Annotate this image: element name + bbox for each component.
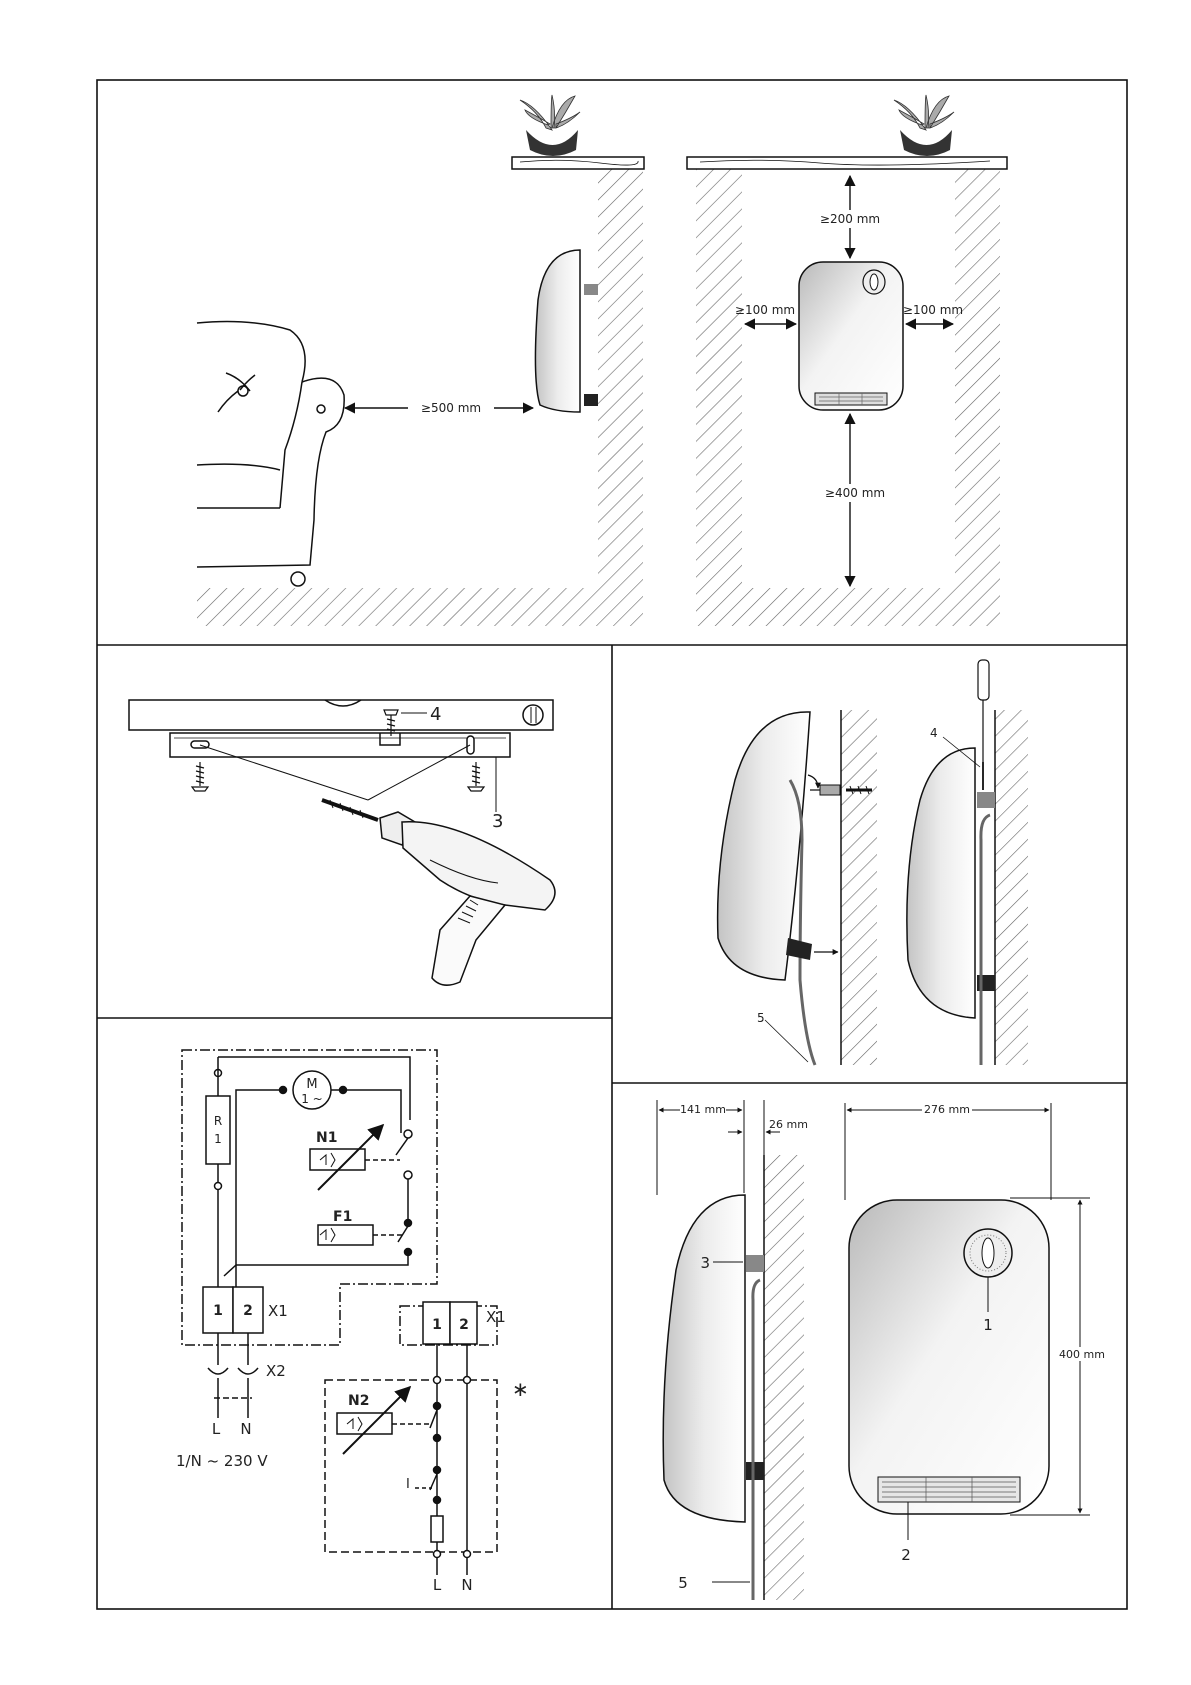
- heater-side-view: [535, 250, 598, 412]
- ext-terminal-2-label: 2: [459, 1317, 469, 1333]
- resistor-r1: [206, 1096, 230, 1164]
- resistor-number: 1: [214, 1132, 222, 1146]
- bracket-label: 3: [700, 1254, 710, 1272]
- wall-hatch: [764, 1155, 804, 1600]
- bottom-clearance-label: ≥400 mm: [824, 486, 886, 500]
- neutral-label: N: [240, 1420, 252, 1438]
- shelf: [687, 157, 1007, 169]
- motor-phase-label: 1 ~: [301, 1092, 323, 1106]
- terminal-2-label: 2: [243, 1303, 253, 1319]
- switch-label: I: [406, 1477, 410, 1492]
- wall-plug-icon: [192, 762, 484, 791]
- panel-wiring: [182, 1050, 497, 1575]
- floor-hatch: [696, 588, 1000, 626]
- x1-label: X1: [268, 1302, 288, 1320]
- cable-label: 5: [757, 1011, 765, 1025]
- ext-terminal-1-label: 1: [432, 1317, 442, 1333]
- panel-side-clearance: [197, 95, 644, 626]
- terminal-1-label: 1: [213, 1303, 223, 1319]
- shelf: [512, 157, 644, 169]
- width-label: 276 mm: [924, 1103, 970, 1116]
- top-clearance-label: ≥200 mm: [819, 212, 881, 226]
- supply-label: 1/N ~ 230 V: [176, 1452, 268, 1470]
- wall-screw-label: 4: [930, 726, 938, 740]
- sofa: [197, 322, 344, 586]
- front-clearance-label: ≥500 mm: [420, 401, 482, 415]
- right-clearance-label: ≥100 mm: [902, 303, 964, 317]
- thermostat-n2: [337, 1413, 392, 1434]
- asterisk-label: ∗: [512, 1377, 529, 1401]
- f1-label: F1: [333, 1209, 353, 1225]
- screw-label: 4: [430, 704, 442, 725]
- bracket-label: 3: [492, 811, 504, 832]
- heater-side-dimension: [663, 1195, 764, 1600]
- potted-plant-icon: [520, 95, 580, 156]
- drill-icon: [322, 800, 555, 985]
- panel-hanging: [718, 660, 1028, 1065]
- spirit-level: [129, 700, 553, 730]
- wall-hatch: [598, 168, 643, 588]
- knob-label: 1: [983, 1316, 993, 1334]
- n1-label: N1: [316, 1130, 338, 1146]
- left-clearance-label: ≥100 mm: [734, 303, 796, 317]
- heater-front-view: [799, 262, 903, 410]
- panel-dimensions: [657, 1100, 1106, 1600]
- floor-hatch: [197, 588, 643, 626]
- left-wall-hatch: [841, 710, 877, 1065]
- panel-drilling: [129, 700, 555, 985]
- heater-front-dimension: [849, 1200, 1049, 1514]
- potted-plant-icon: [894, 95, 954, 156]
- ext-line-label: L: [432, 1576, 442, 1594]
- depth-label: 141 mm: [680, 1103, 726, 1116]
- ext-neutral-label: N: [461, 1576, 473, 1594]
- ext-x1-label: X1: [486, 1308, 506, 1326]
- resistor-label: R: [213, 1114, 223, 1128]
- n2-label: N2: [348, 1393, 370, 1409]
- right-wall-hatch: [995, 710, 1028, 1065]
- right-wall-hatch: [955, 168, 1000, 588]
- panel-front-clearance: [687, 95, 1007, 626]
- screwdriver-icon: [978, 660, 989, 790]
- wall-gap-label: 26 mm: [769, 1118, 808, 1131]
- mounting-bracket: [170, 733, 510, 757]
- air-grille: [878, 1477, 1020, 1502]
- grille-label: 2: [901, 1546, 911, 1564]
- left-wall-hatch: [696, 168, 742, 588]
- x2-label: X2: [266, 1362, 286, 1380]
- motor-label: M: [306, 1077, 318, 1092]
- cable-label: 5: [678, 1574, 688, 1592]
- height-label: 400 mm: [1059, 1348, 1105, 1361]
- heater-mounted: [907, 748, 995, 1065]
- line-label: L: [211, 1420, 221, 1438]
